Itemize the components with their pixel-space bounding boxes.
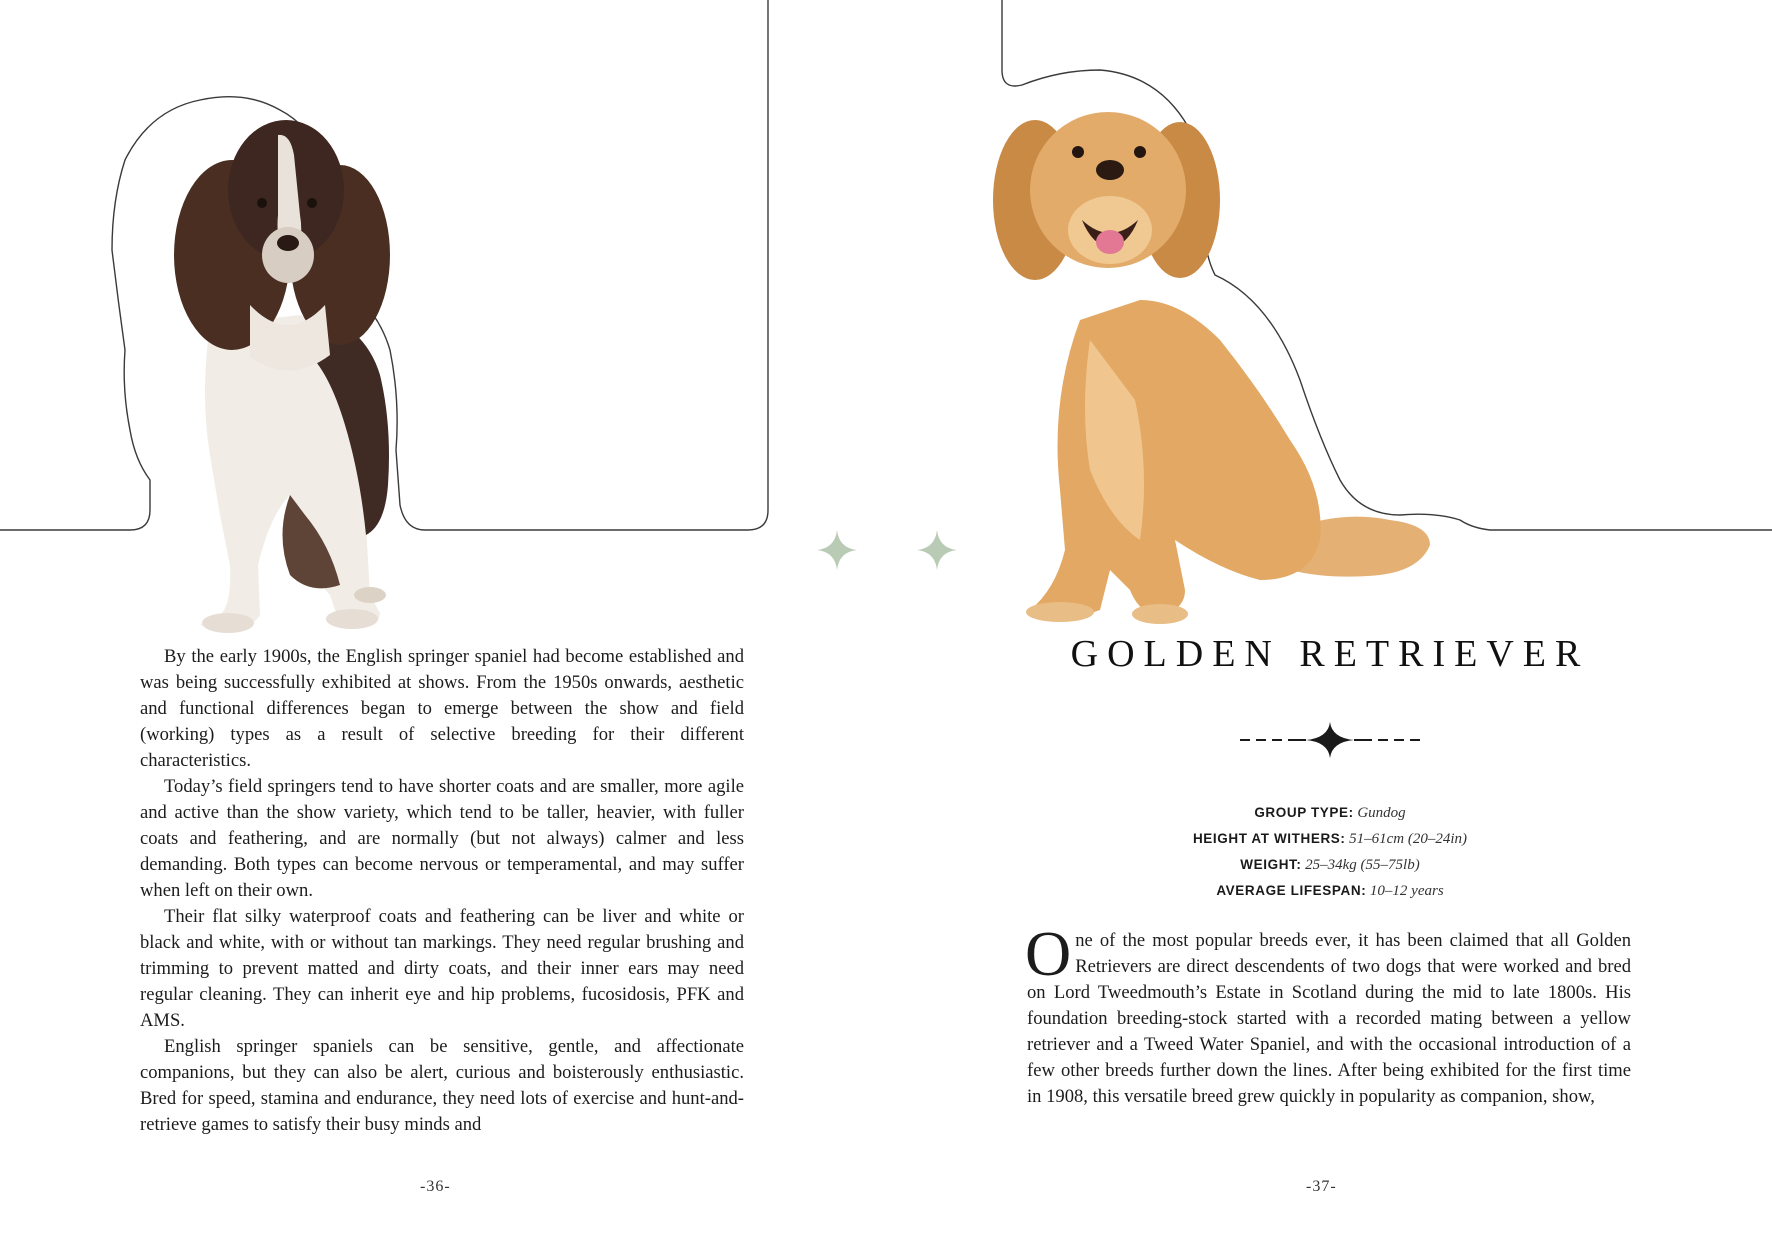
left-paragraph-4: English springer spaniels can be sensitive, gentle, and affectionate companions, but they can also be alert, curious and boisterously enthusiastic. Bred for speed, stamina and endurance, they need lots of exercise and hunt-and-retrieve games to satisfy their busy minds and — [140, 1036, 744, 1135]
page-number-left: -36- — [420, 1178, 451, 1195]
ornament-divider-icon — [1240, 720, 1420, 760]
sparkle-right-icon — [917, 530, 957, 570]
breed-title: GOLDEN RETRIEVER — [1070, 633, 1590, 675]
intro-text: ne of the most popular breeds ever, it has been claimed that all Golden Retrievers are direct descendents of two dogs that were worked and bred on Lord Tweedmouth’s Estate in Scotland during the mid to late 1800s. His foundation breeding-stock started with a recorded mating between a yellow retriever and a Tweed Water Spaniel, and with the occasional introduction of a few other breeds further down the lines. After being exhibited for the first time in 1908, this versatile breed grew quickly in popularity as companion, show, — [1027, 930, 1631, 1107]
springer-spaniel-photo — [140, 95, 410, 635]
left-paragraph-2: Today’s field springers tend to have shorter coats and are smaller, more agile and active than the show variety, which tend to be taller, heavier, with fuller coats and feathering, and are normally (but not always) calmer and less demanding. Both types can become nervous or temperamental, and may suffer when left on their own. — [140, 776, 744, 901]
page-number-right: -37- — [1306, 1178, 1337, 1195]
fact-group-type: GROUP TYPE: Gundog — [1254, 805, 1406, 821]
fact-lifespan: AVERAGE LIFESPAN: 10–12 years — [1216, 883, 1444, 899]
fact-height: HEIGHT AT WITHERS: 51–61cm (20–24in) — [1192, 831, 1468, 847]
breed-facts — [1000, 800, 1660, 904]
right-intro-paragraph — [1025, 918, 1631, 1110]
drop-cap: O — [1025, 918, 1072, 989]
left-page-body — [140, 644, 744, 1138]
sparkle-left-icon — [817, 530, 857, 570]
fact-weight: WEIGHT: 25–34kg (55–75lb) — [1240, 857, 1420, 873]
right-page-body — [1025, 918, 1631, 1110]
left-paragraph-3: Their flat silky waterproof coats and feathering can be liver and white or black and white, with or without tan markings. They need regular brushing and trimming to prevent matted and dirty coats, and their inner ears may need regular cleaning. They can inherit eye and hip problems, fucosidosis, PFK and AMS. — [140, 906, 744, 1031]
golden-retriever-photo — [960, 70, 1460, 630]
left-paragraph-1: By the early 1900s, the English springer spaniel had become established and was being successfully exhibited at shows. From the 1950s onwards, aesthetic and functional differences began to emerge between the show and field (working) types as a result of selective breeding for their different characteristics. — [140, 646, 744, 771]
